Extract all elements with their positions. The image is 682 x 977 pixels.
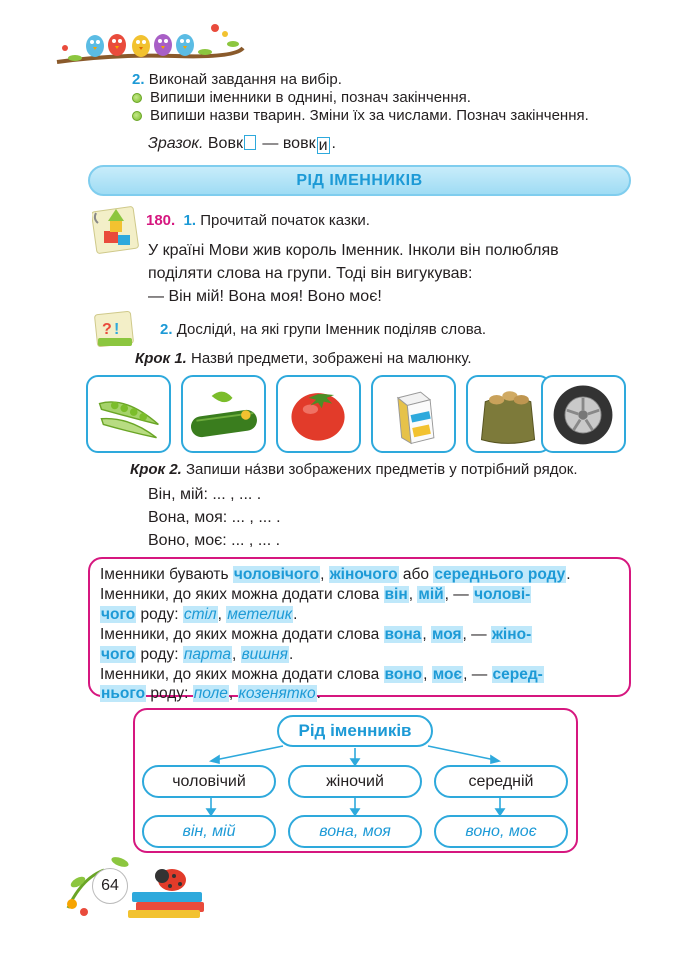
ex180-sub2: 2. Досліди́, на які групи Іменник поділяв слова.	[160, 321, 487, 338]
picture-tomato	[276, 375, 361, 453]
bullet-icon	[132, 111, 142, 121]
picture-milk	[371, 375, 456, 453]
rule-line-6: Іменники, до яких можна додати слова воно, моє, — серед-	[100, 666, 543, 683]
picture-wheel	[541, 375, 626, 453]
task2-sample: Зразок. Вовк — вовк и .	[148, 135, 336, 154]
potato-sack-icon	[468, 377, 549, 451]
rule-line-2: Іменники, до яких можна додати слова він, мій, — чолові-	[100, 586, 531, 603]
step2: Крок 2. Запиши на́зви зображених предметів у потрібний рядок.	[130, 461, 578, 478]
tale-line-1: У країні Мови жив король Іменник. Інколи він полюбляв	[148, 242, 559, 259]
books-ladybug-icon	[62, 848, 212, 920]
scheme-neuter: середній	[434, 765, 568, 798]
page-number: 64	[92, 868, 128, 904]
section-title-bar	[88, 165, 631, 196]
wheel-icon	[543, 377, 624, 451]
picture-peas	[86, 375, 171, 453]
rule-line-5: чого роду: парта, вишня.	[101, 646, 294, 663]
fill-line-masculine: Він, мій: ... , ... .	[148, 486, 262, 503]
scheme-masculine-pronouns: він, мій	[142, 815, 276, 848]
scheme-title: Рід іменників	[277, 715, 433, 747]
section-title: РІД ІМЕННИКІВ	[296, 172, 423, 189]
rule-line-3: чого роду: стіл, метелик.	[101, 606, 298, 623]
ending-box: и	[318, 137, 328, 154]
svg-text:?: ?	[102, 321, 112, 338]
tale-line-2: поділяти слова на групи. Тоді він вигукував:	[148, 265, 473, 282]
peas-icon	[88, 377, 169, 451]
birds-on-branch-icon	[55, 18, 245, 70]
scheme-feminine-pronouns: вона, моя	[288, 815, 422, 848]
task2-instruction: 2. Виконай завдання на вибір.	[132, 71, 342, 88]
scheme-masculine: чоловічий	[142, 765, 276, 798]
ending-box-empty	[244, 135, 256, 150]
bullet-icon	[132, 93, 142, 103]
svg-text:!: !	[114, 321, 120, 338]
milk-carton-icon	[373, 377, 454, 451]
rule-line-7: нього роду: поле, козенятко.	[101, 685, 321, 702]
rule-line-1: Іменники бувають чоловічого, жіночого або середнього роду.	[100, 566, 571, 583]
research-task-icon	[92, 310, 138, 350]
rule-line-4: Іменники, до яких можна додати слова вона, моя, — жіно-	[100, 626, 532, 643]
task2-option-2: Випиши назви тварин. Зміни їх за числами. Познач закінчення.	[132, 106, 589, 125]
task2-option-1: Випиши іменники в однині, познач закінчення.	[132, 88, 471, 107]
scheme-feminine: жіночий	[288, 765, 422, 798]
reading-task-icon	[92, 205, 142, 255]
picture-potatoes	[466, 375, 551, 453]
fill-line-neuter: Воно, моє: ... , ... .	[148, 532, 281, 549]
tale-line-3: — Він мій! Вона моя! Воно моє!	[148, 288, 382, 305]
scheme-neuter-pronouns: воно, моє	[434, 815, 568, 848]
fill-line-feminine: Вона, моя: ... , ... .	[148, 509, 281, 526]
ex180-sub1: 180. 1. Прочитай початок казки.	[146, 212, 370, 229]
picture-cucumber	[181, 375, 266, 453]
tomato-icon	[278, 377, 359, 451]
cucumber-icon	[183, 377, 264, 451]
step1: Крок 1. Назви́ предмети, зображені на малюнку.	[135, 350, 472, 367]
